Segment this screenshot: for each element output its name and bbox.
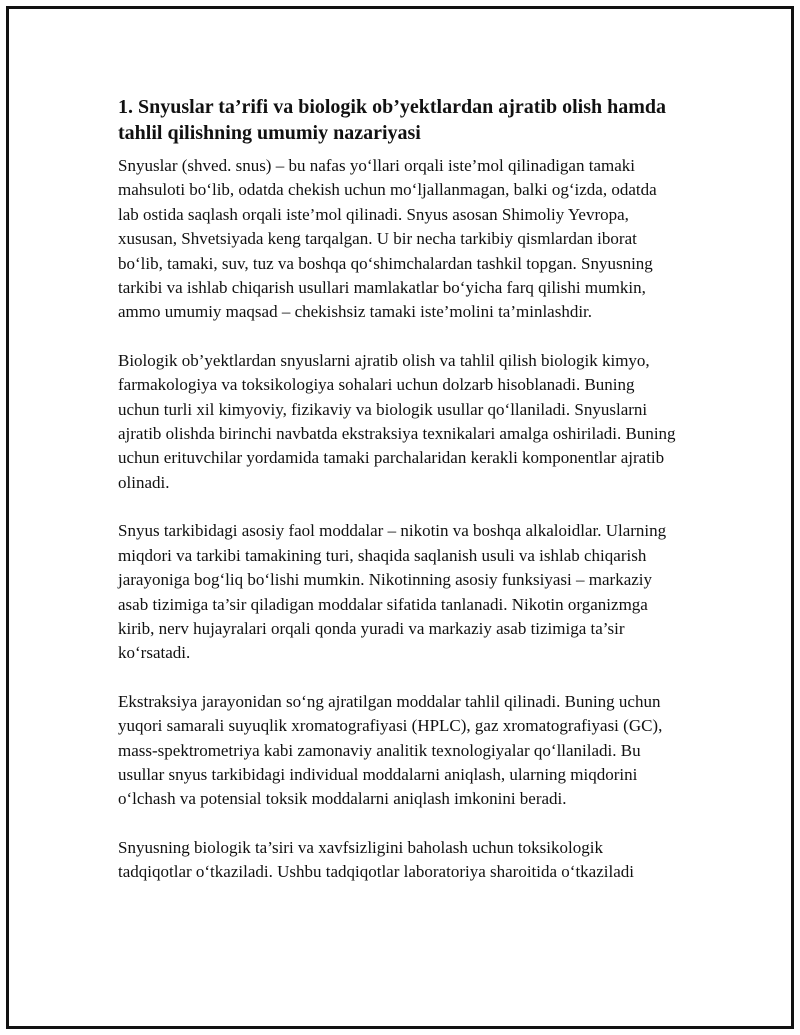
document-body xyxy=(118,94,680,909)
section-title: 1. Snyuslar ta’rifi va biologik ob’yektlardan ajratib olish hamda tahlil qilishning umumiy nazariyasi xyxy=(118,96,667,144)
paragraph-snus-definition: Snyuslar (shved. snus) – bu nafas yo‘llari orqali iste’mol qilinadigan tamaki mahsuloti bo‘lib, odatda chekish uchun mo‘ljallanmagan, balki og‘izda, odatda lab ostida saqlash orqali iste’mol qilinadi. Snyus asosan Shimoliy Yevropa, xususan, Shvetsiyada keng tarqalgan. U bir necha tarkibiy qismlardan iborat bo‘lib, tamaki, suv, tuz va boshqa qo‘shimchalardan tashkil topgan. Snyusning tarkibi va ishlab chiqarish usullari mamlakatlar bo‘yicha farq qilishi mumkin, ammo umumiy maqsad – chekishsiz tamaki iste’molini ta’minlashdir. xyxy=(118,156,657,322)
paragraph-extraction-overview: Biologik ob’yektlardan snyuslarni ajratib olish va tahlil qilish biologik kimyo, farmakologiya va toksikologiya sohalari uchun dolzarb hisoblanadi. Buning uchun turli xil kimyoviy, fizikaviy va biologik usullar qo‘llaniladi. Snyuslarni ajratib olishda birinchi navbatda ekstraksiya texnikalari amalga oshiriladi. Buning uchun erituvchilar yordamida tamaki parchalaridan kerakli komponentlar ajratib olinadi. xyxy=(118,350,676,492)
paragraph-active-substances: Snyus tarkibidagi asosiy faol moddalar – nikotin va boshqa alkaloidlar. Ularning miqdori va tarkibi tamakining turi, shaqida saqlanish usuli va ishlab chiqarish jarayoniga bog‘liq bo‘lishi mumkin. Nikotinning asosiy funksiyasi – markaziy asab tizimiga ta’sir qiladigan moddalar sifatida tanlanadi. Nikotin organizmga kirib, nerv hujayralari orqali qonda yuradi va markaziy asab tizimiga ta’sir ko‘rsatadi. xyxy=(118,521,667,663)
paragraph-analysis-methods: Ekstraksiya jarayonidan so‘ng ajratilgan moddalar tahlil qilinadi. Buning uchun yuqori samarali suyuqlik xromatografiyasi (HPLC), gaz xromatografiyasi (GC), mass-spektrometriya kabi zamonaviy analitik texnologiyalar qo‘llaniladi. Bu usullar snyus tarkibidagi individual moddalarni aniqlash, ularning miqdorini o‘lchash va potensial toksik moddalarni aniqlash imkonini beradi. xyxy=(118,691,663,809)
paragraph-toxicology: Snyusning biologik ta’siri va xavfsizligini baholash uchun toksikologik tadqiqotlar o‘tkaziladi. Ushbu tadqiqotlar laboratoriya sharoitida o‘tkaziladi xyxy=(118,837,634,882)
